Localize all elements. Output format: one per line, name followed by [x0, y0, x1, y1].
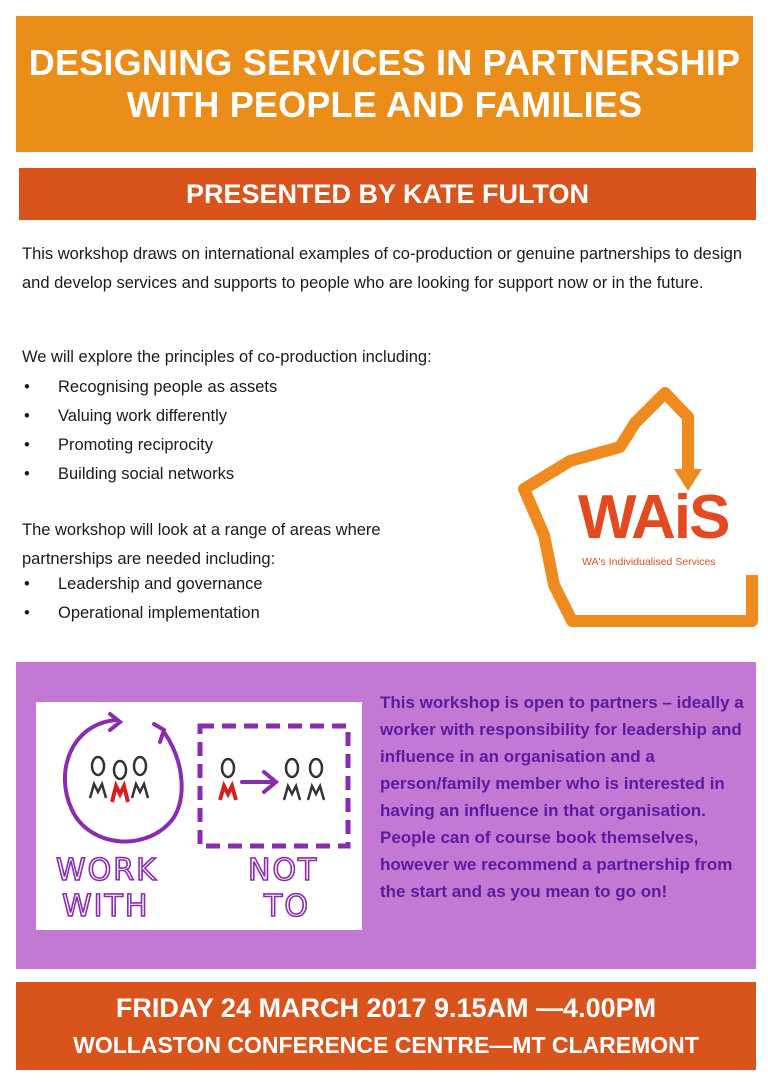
title-banner	[16, 16, 753, 152]
list-item: • Recognising people as assets	[22, 373, 277, 402]
presenter-banner: PRESENTED BY KATE FULTON	[19, 168, 756, 220]
logo-wordmark: WAiS	[578, 483, 729, 552]
person-single-icon	[222, 759, 234, 777]
event-date-time: FRIDAY 24 MARCH 2017 9.15AM —4.00PM	[115, 993, 657, 1023]
with-label: WITH	[62, 889, 150, 924]
to-label: TO	[264, 889, 310, 924]
list-item: • Leadership and governance	[22, 570, 263, 599]
areas-list	[22, 570, 263, 628]
work-label: WORK	[56, 853, 158, 888]
cycle-arrow-icon	[154, 724, 164, 742]
people-pair-icon	[284, 759, 324, 800]
person-red-icon	[112, 786, 128, 802]
event-details-footer	[16, 982, 756, 1070]
work-with-not-to-illustration	[36, 702, 362, 930]
list-item: • Operational implementation	[22, 599, 263, 628]
person-red-icon	[220, 786, 236, 800]
illustration-drawing	[36, 702, 362, 930]
list-item: • Promoting reciprocity	[22, 431, 277, 460]
principles-list	[22, 373, 277, 489]
not-label: NOT	[248, 853, 319, 888]
list-item: • Building social networks	[22, 460, 277, 489]
title-line-1: DESIGNING SERVICES IN PARTNERSHIP	[28, 42, 741, 83]
partners-paragraph: This workshop is open to partners – ideally a worker with responsibility for leadership and influence in an organisation and a person/family member who is interested in having an influence in that organisation. People can of course book themselves, however we recommend a partnership from the start and as you mean to go on!	[380, 693, 744, 901]
arrow-right-icon	[242, 772, 276, 792]
wa-map-outline-icon	[635, 393, 665, 423]
event-venue: WOLLASTON CONFERENCE CENTRE—MT CLAREMONT	[73, 1032, 699, 1058]
principles-lead: We will explore the principles of co-production including:	[22, 348, 432, 366]
intro-paragraph: This workshop draws on international examples of co-production or genuine partnerships to design and develop services and supports to people who are looking for support now or in the future.	[22, 245, 742, 292]
wa-map-outline-icon	[665, 393, 688, 475]
logo-subtitle: WA's Individualised Services	[582, 556, 716, 568]
areas-lead: The workshop will look at a range of areas where partnerships are needed including:	[22, 521, 381, 568]
title-line-2: WITH PEOPLE AND FAMILIES	[126, 84, 643, 125]
list-item: • Valuing work differently	[22, 402, 277, 431]
cycle-arrow-icon	[65, 720, 182, 842]
